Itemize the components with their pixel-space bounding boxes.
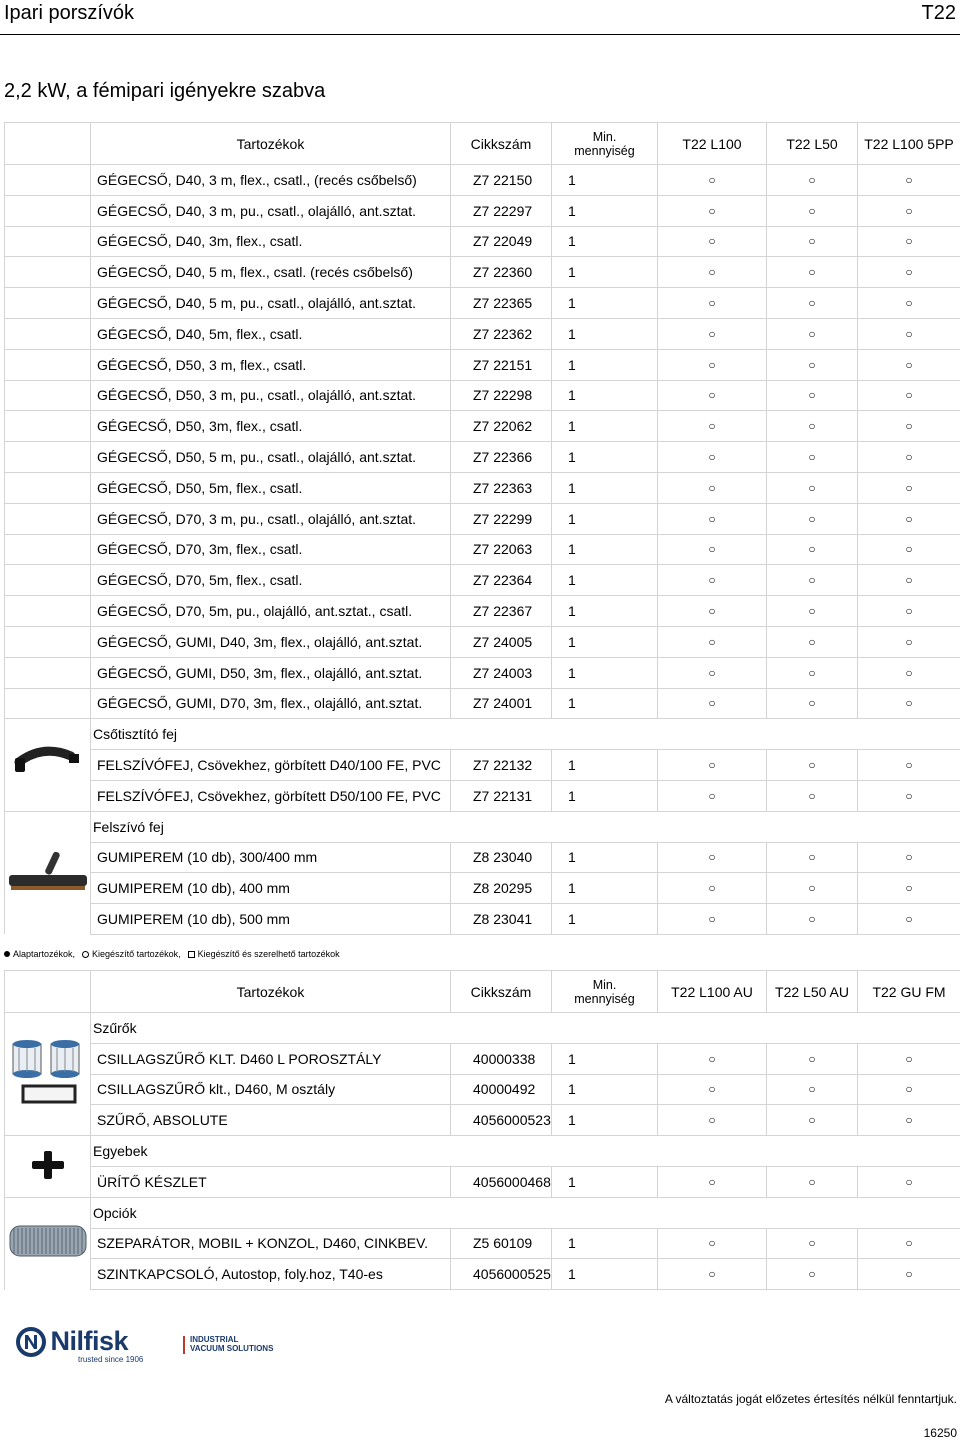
accessory-name: GÉGECSŐ, D50, 3 m, flex., csatl. [91,349,451,380]
availability-mark: ○ [858,1166,960,1197]
availability-mark: ○ [767,750,858,781]
image-cell [5,165,91,196]
legend-optional-icon [82,951,89,958]
part-number: Z7 22297 [451,195,552,226]
floor-nozzle-icon [7,882,89,898]
part-number: Z7 22151 [451,349,552,380]
part-number: Z7 22132 [451,750,552,781]
image-cell [5,226,91,257]
table-row [5,596,960,627]
header-min-label: Min. [592,129,617,144]
availability-mark: ○ [658,195,767,226]
availability-mark: ○ [658,780,767,811]
header-qty-label: mennyiség [574,991,635,1006]
min-quantity: 1 [552,503,658,534]
group-row [5,1197,960,1228]
table-row [5,688,960,719]
availability-mark: ○ [767,1105,858,1136]
image-cell [5,596,91,627]
availability-mark: ○ [858,688,960,719]
availability-mark: ○ [858,596,960,627]
availability-mark: ○ [858,288,960,319]
availability-mark: ○ [658,257,767,288]
availability-mark: ○ [767,596,858,627]
table-row [5,165,960,196]
availability-mark: ○ [858,165,960,196]
image-cell [5,318,91,349]
image-cell [5,719,91,811]
min-quantity: 1 [552,750,658,781]
part-number: 40000492 [451,1074,552,1105]
nilfisk-logo [16,1326,128,1357]
availability-mark: ○ [658,1043,767,1074]
image-cell [5,411,91,442]
min-quantity: 1 [552,349,658,380]
page-title: Ipari porszívók [4,2,135,24]
availability-mark: ○ [658,349,767,380]
availability-mark: ○ [858,442,960,473]
accessories-table-1 [4,122,960,935]
min-quantity: 1 [552,380,658,411]
min-quantity: 1 [552,226,658,257]
availability-mark: ○ [658,165,767,196]
min-quantity: 1 [552,534,658,565]
availability-mark: ○ [858,750,960,781]
availability-mark: ○ [658,904,767,935]
header-part-number: Cikkszám [451,123,552,165]
availability-mark: ○ [658,288,767,319]
min-quantity: 1 [552,318,658,349]
availability-mark: ○ [767,318,858,349]
availability-mark: ○ [658,1074,767,1105]
part-number: Z7 22364 [451,565,552,596]
header-rule [0,34,960,35]
availability-mark: ○ [658,626,767,657]
part-number: Z7 22367 [451,596,552,627]
header-model-1: T22 L100 [658,123,767,165]
group-heading: Felszívó fej [91,811,960,842]
accessory-name: GÉGECSŐ, D50, 3m, flex., csatl. [91,411,451,442]
division-line-2: VACUUM SOLUTIONS [190,1344,274,1353]
legend-fitted: Kiegészítő és szerelhető tartozékok [197,949,340,959]
part-number: Z7 22150 [451,165,552,196]
hose-nozzle-icon [13,771,83,787]
availability-mark: ○ [658,657,767,688]
accessories-table-2 [4,970,960,1290]
table-row [5,1166,960,1197]
accessory-name: GÉGECSŐ, GUMI, D50, 3m, flex., olajálló, ant.sztat. [91,657,451,688]
image-cell [5,657,91,688]
min-quantity: 1 [552,657,658,688]
availability-mark: ○ [767,904,858,935]
availability-mark: ○ [658,1259,767,1290]
min-quantity: 1 [552,1043,658,1074]
accessory-name: GÉGECSŐ, D40, 5m, flex., csatl. [91,318,451,349]
group-row [5,1013,960,1044]
availability-mark: ○ [658,318,767,349]
table-row [5,657,960,688]
availability-mark: ○ [658,842,767,873]
image-cell [5,688,91,719]
accessory-name: GÉGECSŐ, D70, 3m, flex., csatl. [91,534,451,565]
min-quantity: 1 [552,780,658,811]
availability-mark: ○ [858,318,960,349]
min-quantity: 1 [552,904,658,935]
availability-mark: ○ [858,503,960,534]
table-row [5,411,960,442]
part-number: Z7 24001 [451,688,552,719]
availability-mark: ○ [767,226,858,257]
brand-name: Nilfisk [50,1326,128,1356]
connector-icon [28,1170,68,1186]
table-row [5,226,960,257]
min-quantity: 1 [552,1105,658,1136]
group-row [5,1136,960,1167]
table-row [5,780,960,811]
availability-mark: ○ [658,442,767,473]
availability-mark: ○ [858,534,960,565]
image-cell [5,1136,91,1198]
part-number: Z7 22049 [451,226,552,257]
min-quantity: 1 [552,596,658,627]
nilfisk-emblem-icon [16,1327,46,1357]
accessory-name: GÉGECSŐ, D50, 3 m, pu., csatl., olajálló, ant.sztat. [91,380,451,411]
min-quantity: 1 [552,472,658,503]
part-number: Z7 22365 [451,288,552,319]
min-quantity: 1 [552,1228,658,1259]
availability-mark: ○ [658,596,767,627]
accessory-name: FELSZÍVÓFEJ, Csövekhez, görbített D40/100 FE, PVC [91,750,451,781]
min-quantity: 1 [552,565,658,596]
availability-mark: ○ [767,780,858,811]
availability-mark: ○ [767,657,858,688]
availability-mark: ○ [858,904,960,935]
table-row [5,195,960,226]
group-heading: Szűrők [91,1013,960,1044]
availability-mark: ○ [858,842,960,873]
availability-mark: ○ [858,1259,960,1290]
availability-mark: ○ [658,873,767,904]
table-row [5,565,960,596]
availability-mark: ○ [658,1105,767,1136]
availability-mark: ○ [658,1228,767,1259]
legend [4,949,340,959]
accessory-name: GÉGECSŐ, GUMI, D70, 3m, flex., olajálló, ant.sztat. [91,688,451,719]
accessory-name: FELSZÍVÓFEJ, Csövekhez, görbített D50/100 FE, PVC [91,780,451,811]
accessory-name: CSILLAGSZŰRŐ klt., D460, M osztály [91,1074,451,1105]
table-row [5,1043,960,1074]
image-cell [5,472,91,503]
availability-mark: ○ [767,534,858,565]
part-number: 4056000525 [451,1259,552,1290]
image-cell [5,380,91,411]
accessory-name: GUMIPEREM (10 db), 400 mm [91,873,451,904]
image-cell [5,503,91,534]
availability-mark: ○ [767,842,858,873]
part-number: Z7 22363 [451,472,552,503]
image-cell [5,534,91,565]
table-row [5,750,960,781]
image-cell [5,1013,91,1136]
accessory-name: SZINTKAPCSOLÓ, Autostop, foly.hoz, T40-es [91,1259,451,1290]
legend-standard-icon [4,951,10,957]
accessory-name: SZEPARÁTOR, MOBIL + KONZOL, D460, CINKBEV. [91,1228,451,1259]
accessory-name: GÉGECSŐ, D40, 3m, flex., csatl. [91,226,451,257]
header-min-qty [552,123,658,165]
accessory-name: ÜRÍTŐ KÉSZLET [91,1166,451,1197]
part-number: Z7 22298 [451,380,552,411]
min-quantity: 1 [552,1259,658,1290]
division-bar [183,1336,185,1354]
header-min-qty [552,971,658,1013]
header-min-label: Min. [592,977,617,992]
part-number: Z7 22299 [451,503,552,534]
availability-mark: ○ [858,472,960,503]
part-number: Z7 22366 [451,442,552,473]
accessory-name: GÉGECSŐ, GUMI, D40, 3m, flex., olajálló, ant.sztat. [91,626,451,657]
availability-mark: ○ [767,503,858,534]
accessory-name: GUMIPEREM (10 db), 300/400 mm [91,842,451,873]
legend-standard: Alaptartozékok, [13,949,76,959]
availability-mark: ○ [858,565,960,596]
table-header-row [5,971,960,1013]
accessory-name: GÉGECSŐ, D50, 5m, flex., csatl. [91,472,451,503]
availability-mark: ○ [658,565,767,596]
division-line-1: INDUSTRIAL [190,1335,239,1344]
min-quantity: 1 [552,842,658,873]
availability-mark: ○ [858,195,960,226]
min-quantity: 1 [552,411,658,442]
part-number: Z5 60109 [451,1228,552,1259]
image-cell [5,1197,91,1289]
table-row [5,318,960,349]
legend-fitted-icon [188,951,195,958]
availability-mark: ○ [767,1228,858,1259]
availability-mark: ○ [858,873,960,904]
part-number: Z7 22131 [451,780,552,811]
availability-mark: ○ [767,1259,858,1290]
disclaimer: A változtatás jogát előzetes értesítés nélkül fenntartjuk. [664,1392,957,1406]
availability-mark: ○ [858,226,960,257]
availability-mark: ○ [767,565,858,596]
header-part-number: Cikkszám [451,971,552,1013]
header-image-cell [5,123,91,165]
header-model-2: T22 L50 [767,123,858,165]
table-row [5,472,960,503]
image-cell [5,257,91,288]
availability-mark: ○ [767,195,858,226]
availability-mark: ○ [658,534,767,565]
availability-mark: ○ [767,165,858,196]
part-number: Z7 24005 [451,626,552,657]
table-row [5,442,960,473]
model-name: T22 [921,2,956,24]
part-number: Z7 22362 [451,318,552,349]
table-row [5,904,960,935]
availability-mark: ○ [767,1074,858,1105]
image-cell [5,442,91,473]
part-number: Z7 22063 [451,534,552,565]
availability-mark: ○ [658,750,767,781]
min-quantity: 1 [552,288,658,319]
accessory-name: GÉGECSŐ, D70, 5m, flex., csatl. [91,565,451,596]
division-name [190,1335,273,1353]
image-cell [5,811,91,934]
min-quantity: 1 [552,165,658,196]
availability-mark: ○ [658,503,767,534]
header-accessories: Tartozékok [91,971,451,1013]
group-row [5,811,960,842]
part-number: 40000338 [451,1043,552,1074]
table-header-row [5,123,960,165]
group-heading: Csőtisztító fej [91,719,960,750]
table-row [5,1074,960,1105]
accessory-name: GÉGECSŐ, D70, 5m, pu., olajálló, ant.sztat., csatl. [91,596,451,627]
image-cell [5,349,91,380]
accessory-name: GÉGECSŐ, D40, 3 m, pu., csatl., olajálló, ant.sztat. [91,195,451,226]
group-heading: Egyebek [91,1136,960,1167]
header-image-cell [5,971,91,1013]
table-row [5,503,960,534]
table-row [5,349,960,380]
part-number: Z8 20295 [451,873,552,904]
accessory-name: SZŰRŐ, ABSOLUTE [91,1105,451,1136]
availability-mark: ○ [767,380,858,411]
legend-optional: Kiegészítő tartozékok, [92,949,181,959]
header-model-3: T22 GU FM [858,971,960,1013]
availability-mark: ○ [858,349,960,380]
brand-tagline: trusted since 1906 [78,1355,144,1364]
availability-mark: ○ [767,442,858,473]
part-number: 4056000523 [451,1105,552,1136]
part-number: Z8 23040 [451,842,552,873]
page-subtitle: 2,2 kW, a fémipari igényekre szabva [4,80,326,102]
table-row [5,873,960,904]
part-number: Z7 22062 [451,411,552,442]
accessory-name: GÉGECSŐ, D50, 5 m, pu., csatl., olajálló, ant.sztat. [91,442,451,473]
availability-mark: ○ [658,411,767,442]
min-quantity: 1 [552,1166,658,1197]
availability-mark: ○ [658,472,767,503]
min-quantity: 1 [552,1074,658,1105]
availability-mark: ○ [858,257,960,288]
header-model-2: T22 L50 AU [767,971,858,1013]
availability-mark: ○ [858,411,960,442]
header-model-1: T22 L100 AU [658,971,767,1013]
availability-mark: ○ [858,380,960,411]
header-model-3: T22 L100 5PP [858,123,960,165]
part-number: Z8 23041 [451,904,552,935]
availability-mark: ○ [767,626,858,657]
availability-mark: ○ [858,657,960,688]
image-cell [5,626,91,657]
page-number: 16250 [923,1426,957,1440]
availability-mark: ○ [767,1166,858,1197]
header-accessories: Tartozékok [91,123,451,165]
accessory-name: GÉGECSŐ, D40, 3 m, flex., csatl., (recés csőbelső) [91,165,451,196]
availability-mark: ○ [767,257,858,288]
availability-mark: ○ [767,349,858,380]
header-qty-label: mennyiség [574,143,635,158]
table-row [5,626,960,657]
table-row [5,1259,960,1290]
availability-mark: ○ [858,1043,960,1074]
availability-mark: ○ [858,626,960,657]
table-row [5,1105,960,1136]
availability-mark: ○ [658,380,767,411]
part-number: Z7 22360 [451,257,552,288]
availability-mark: ○ [858,1105,960,1136]
group-row [5,719,960,750]
image-cell [5,288,91,319]
table-row [5,534,960,565]
min-quantity: 1 [552,257,658,288]
table-row [5,288,960,319]
availability-mark: ○ [658,226,767,257]
table-row [5,380,960,411]
separator-brush-icon [6,1253,90,1269]
availability-mark: ○ [858,1228,960,1259]
table-row [5,842,960,873]
min-quantity: 1 [552,626,658,657]
min-quantity: 1 [552,195,658,226]
table-row [5,257,960,288]
accessory-name: GÉGECSŐ, D40, 5 m, flex., csatl. (recés csőbelső) [91,257,451,288]
availability-mark: ○ [767,688,858,719]
image-cell [5,565,91,596]
min-quantity: 1 [552,688,658,719]
min-quantity: 1 [552,442,658,473]
accessory-name: GUMIPEREM (10 db), 500 mm [91,904,451,935]
part-number: 4056000468 [451,1166,552,1197]
accessory-name: CSILLAGSZŰRŐ KLT. D460 L POROSZTÁLY [91,1043,451,1074]
table-row [5,1228,960,1259]
availability-mark: ○ [858,780,960,811]
availability-mark: ○ [767,472,858,503]
availability-mark: ○ [767,411,858,442]
availability-mark: ○ [858,1074,960,1105]
accessory-name: GÉGECSŐ, D40, 5 m, pu., csatl., olajálló, ant.sztat. [91,288,451,319]
filter-cartridge-icon [9,1097,87,1113]
image-cell [5,195,91,226]
part-number: Z7 24003 [451,657,552,688]
accessory-name: GÉGECSŐ, D70, 3 m, pu., csatl., olajálló, ant.sztat. [91,503,451,534]
group-heading: Opciók [91,1197,960,1228]
availability-mark: ○ [658,688,767,719]
availability-mark: ○ [767,288,858,319]
availability-mark: ○ [767,1043,858,1074]
availability-mark: ○ [658,1166,767,1197]
availability-mark: ○ [767,873,858,904]
min-quantity: 1 [552,873,658,904]
